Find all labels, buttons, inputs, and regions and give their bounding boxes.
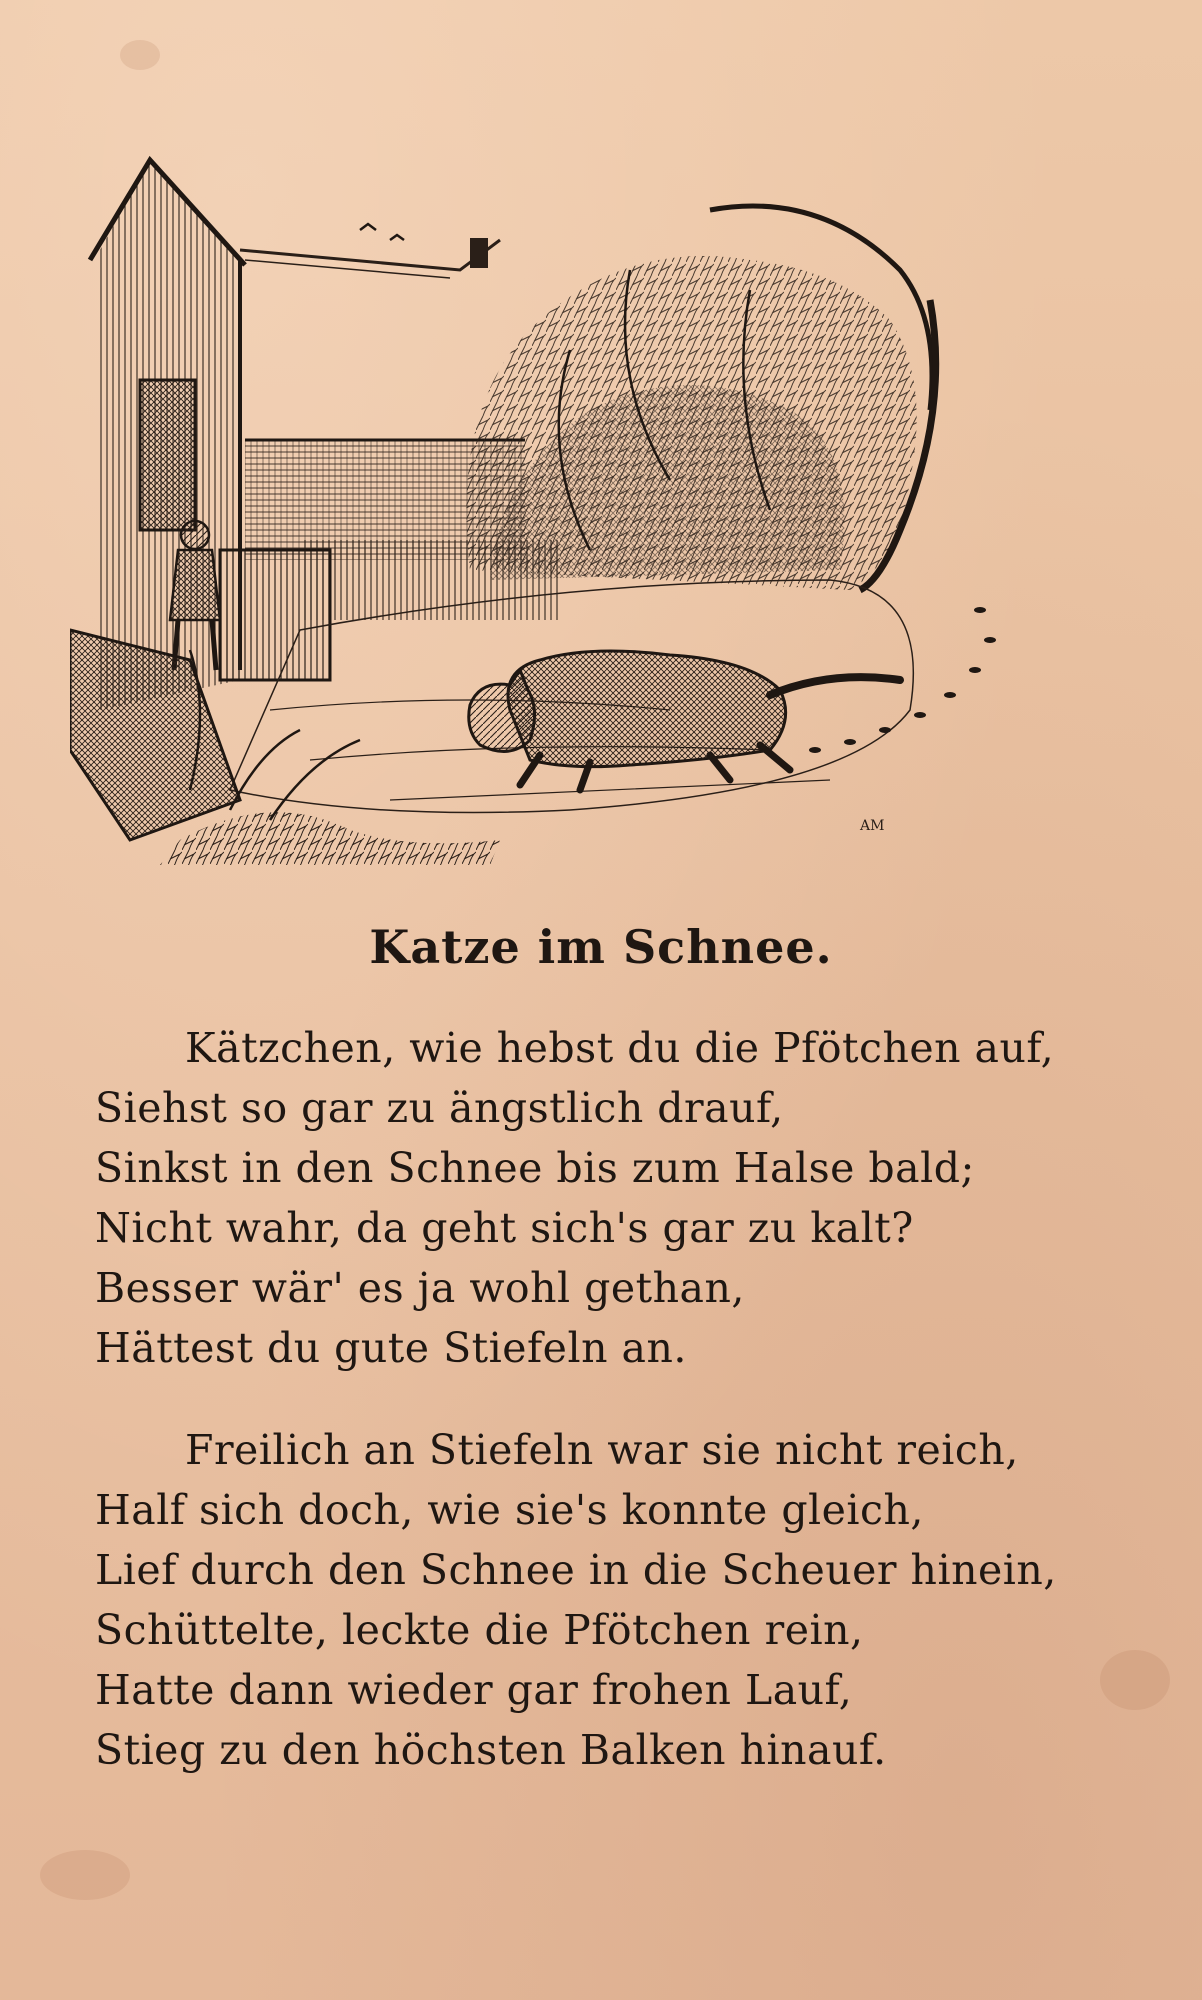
paper-stain: [120, 40, 160, 70]
birds: [360, 224, 404, 240]
poem-stanza-2: [95, 1420, 1135, 1780]
poem-line: Stieg zu den höchsten Balken hinauf.: [95, 1726, 887, 1774]
poem-line: Besser wär' es ja wohl gethan,: [95, 1264, 745, 1312]
cat-in-snow-illustration: [70, 150, 1050, 870]
poem-line: Nicht wahr, da geht sich's gar zu kalt?: [95, 1204, 914, 1252]
paper-stain: [40, 1850, 130, 1900]
cat: [469, 651, 900, 790]
poem-line: Lief durch den Schnee in die Scheuer hinein,: [95, 1546, 1057, 1594]
poem-line: Freilich an Stiefeln war sie nicht reich,: [185, 1426, 1019, 1474]
poem-line: Hatte dann wieder gar frohen Lauf,: [95, 1666, 853, 1714]
poem-title: Katze im Schnee.: [369, 920, 833, 974]
illustration-signature: AM: [860, 818, 885, 834]
poem-line: Half sich doch, wie sie's konnte gleich,: [95, 1486, 924, 1534]
poem-stanza-1: [95, 1018, 1135, 1378]
wooden-gate: [220, 550, 330, 680]
snowy-bushes: [466, 206, 935, 590]
poem-line: Hättest du gute Stiefeln an.: [95, 1324, 687, 1372]
barn-roof: [240, 238, 500, 278]
poem-line: Sinkst in den Schnee bis zum Halse bald;: [95, 1144, 975, 1192]
poem-line: Siehst so gar zu ängstlich drauf,: [95, 1084, 784, 1132]
poem-line: Schüttelte, leckte die Pfötchen rein,: [95, 1606, 864, 1654]
poem-line: Kätzchen, wie hebst du die Pfötchen auf,: [185, 1024, 1055, 1072]
